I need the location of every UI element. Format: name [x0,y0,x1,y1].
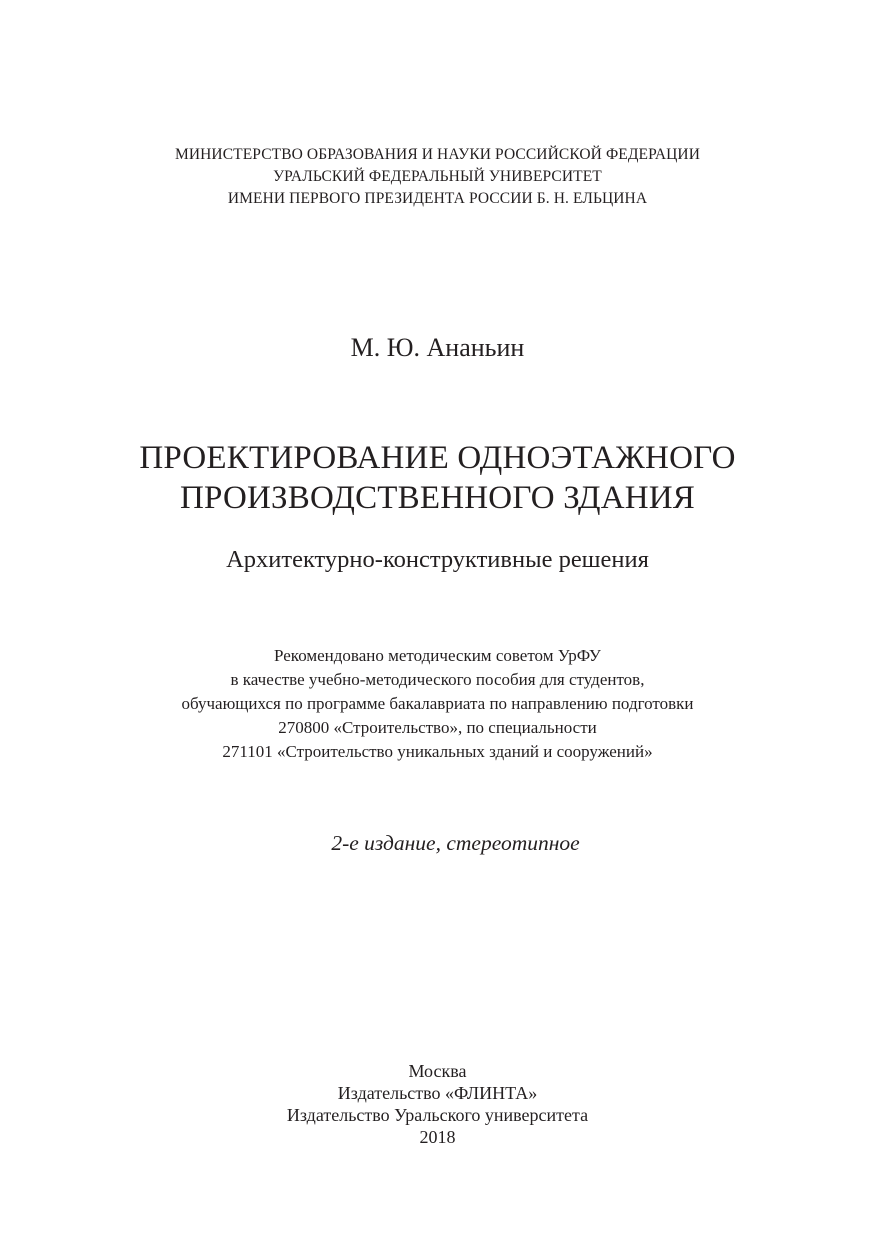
recommendation-line: обучающихся по программе бакалавриата по направлению подготовки [181,694,694,713]
author-name: М. Ю. Ананьин [350,333,525,362]
recommendation-line: 270800 «Строительство», по специальности [278,718,597,737]
recommendation-text [0,644,875,764]
ministry-header [0,144,875,210]
imprint-year: 2018 [419,1127,456,1147]
recommendation-line: 271101 «Строительство уникальных зданий и сооружений» [222,742,653,761]
ministry-line: МИНИСТЕРСТВО ОБРАЗОВАНИЯ И НАУКИ РОССИЙСКОЙ ФЕДЕРАЦИИ [174,146,701,163]
university-name-line: ИМЕНИ ПЕРВОГО ПРЕЗИДЕНТА РОССИИ Б. Н. ЕЛЬЦИНА [227,190,648,207]
university-line: УРАЛЬСКИЙ ФЕДЕРАЛЬНЫЙ УНИВЕРСИТЕТ [273,168,602,185]
book-subtitle: Архитектурно-конструктивные решения [226,546,649,573]
book-title [0,438,875,518]
book-title-line: ПРОИЗВОДСТВЕННОГО ЗДАНИЯ [180,480,695,516]
recommendation-line: Рекомендовано методическим советом УрФУ [274,646,601,665]
edition-note: 2-е издание, стереотипное [331,831,580,855]
book-title-line: ПРОЕКТИРОВАНИЕ ОДНОЭТАЖНОГО [139,440,736,476]
imprint-publisher: Издательство «ФЛИНТА» [337,1083,538,1103]
recommendation-line: в качестве учебно-методического пособия для студентов, [230,670,645,689]
imprint-city: Москва [408,1061,467,1081]
imprint [0,1060,875,1148]
imprint-publisher: Издательство Уральского университета [286,1105,589,1125]
